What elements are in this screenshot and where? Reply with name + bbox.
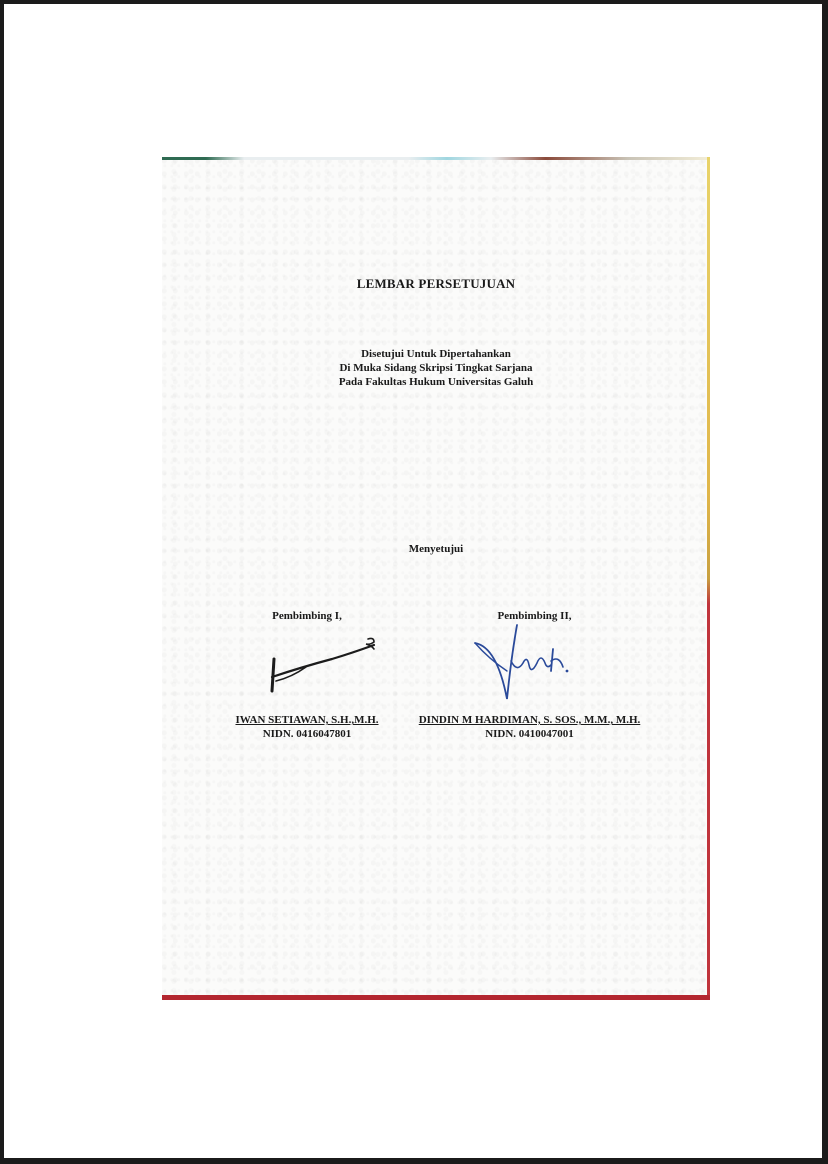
advisor-2-name: DINDIN M HARDIMAN, S. SOS., M.M., M.H.	[418, 714, 641, 726]
scanned-page	[162, 157, 710, 1000]
subtitle-line-3: Pada Fakultas Hukum Universitas Galuh	[338, 376, 534, 388]
advisor-1-role: Pembimbing I,	[272, 610, 342, 622]
advisor-2-role: Pembimbing II,	[497, 610, 572, 622]
advisor-1-nidn: NIDN. 0416047801	[262, 728, 352, 740]
page-edge-top	[162, 157, 710, 160]
advisor-2-signature	[467, 619, 587, 709]
advisor-2-nidn: NIDN. 0410047001	[485, 728, 574, 740]
subtitle-line-2: Di Muka Sidang Skripsi Tingkat Sarjana	[339, 362, 533, 374]
advisor-1-name: IWAN SETIAWAN, S.H.,M.H.	[235, 714, 379, 726]
subtitle-line-1: Disetujui Untuk Dipertahankan	[361, 348, 511, 360]
page-edge-bottom	[162, 995, 710, 1000]
approval-label: Menyetujui	[408, 543, 464, 555]
advisor-1-signature	[262, 637, 382, 709]
document-viewer	[4, 4, 822, 1158]
page-title: LEMBAR PERSETUJUAN	[356, 276, 516, 291]
